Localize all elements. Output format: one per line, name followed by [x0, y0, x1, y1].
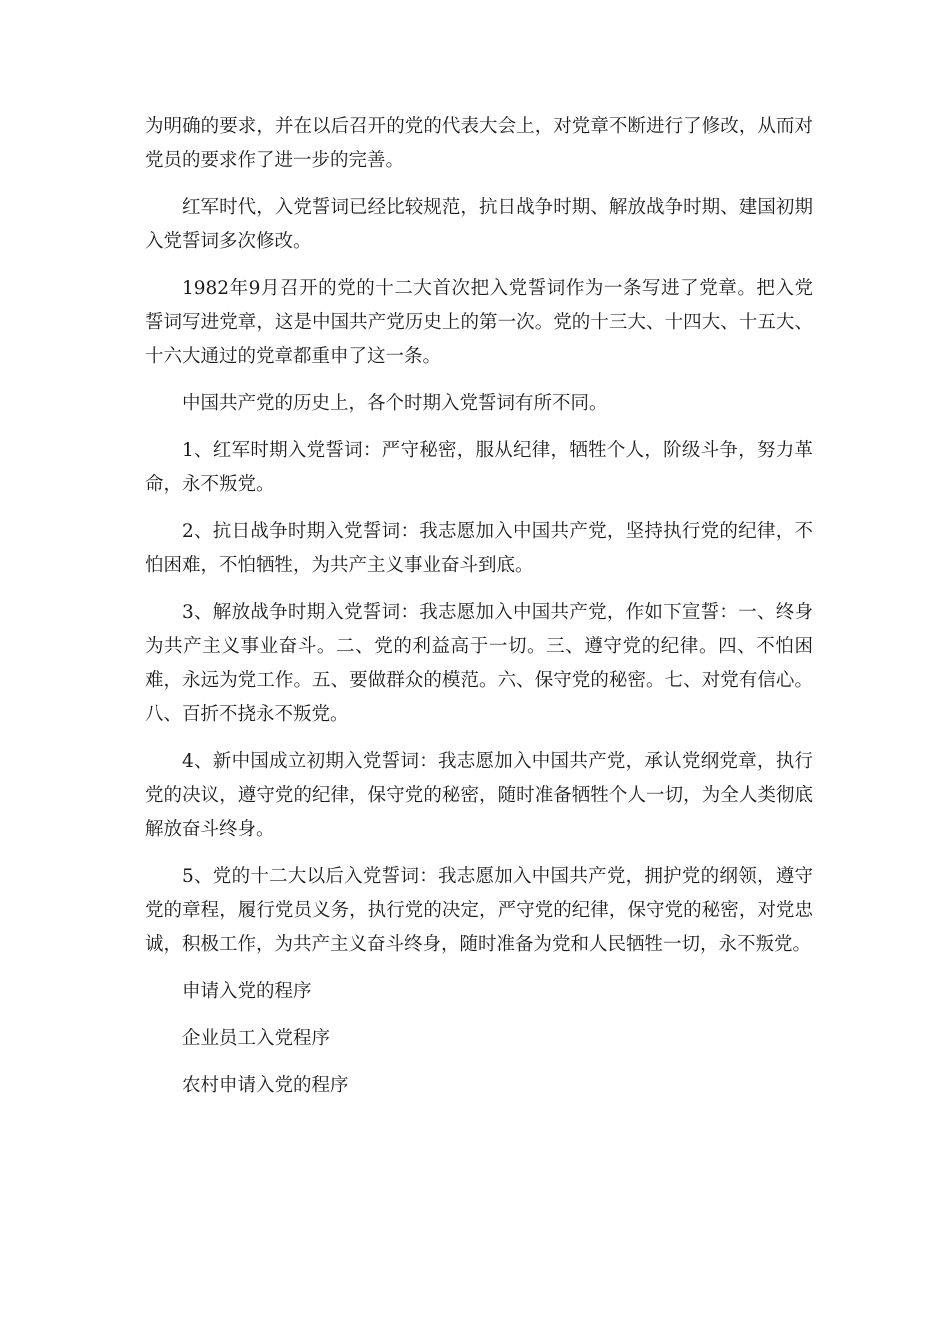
paragraph-history-summary: 中国共产党的历史上，各个时期入党誓词有所不同。	[182, 393, 608, 414]
paragraph-red-army-era: 红军时代，入党誓词已经比较规范，抗日战争时期、解放战争时期、建国初期入党誓词多次修改。	[145, 197, 813, 252]
document-body	[145, 110, 813, 1116]
paragraph-oath-red-army: 1、红军时期入党誓词：严守秘密，服从纪律，牺牲个人，阶级斗争，努力革命，永不叛党。	[145, 440, 813, 495]
paragraph-oath-anti-japanese: 2、抗日战争时期入党誓词：我志愿加入中国共产党，坚持执行党的纪律，不怕困难，不怕牺牲，为共产主义事业奋斗到底。	[145, 521, 813, 576]
paragraph-intro-continuation: 为明确的要求，并在以后召开的党的代表大会上，对党章不断进行了修改，从而对党员的要求作了进一步的完善。	[145, 116, 813, 171]
paragraph-oath-post-twelfth: 5、党的十二大以后入党誓词：我志愿加入中国共产党，拥护党的纲领，遵守党的章程，履行党员义务，执行党的决定，严守党的纪律，保守党的秘密，对党忠诚，积极工作，为共产主义奋斗终身，随时准备为党和人民牺牲一切，永不叛党。	[145, 866, 813, 955]
link-line-employee-procedure: 企业员工入党程序	[182, 1028, 331, 1049]
paragraph-oath-liberation-war: 3、解放战争时期入党誓词：我志愿加入中国共产党，作如下宣誓：一、终身为共产主义事业奋斗。二、党的利益高于一切。三、遵守党的纪律。四、不怕困难，永远为党工作。五、要做群众的模范。六、保守党的秘密。七、对党有信心。八、百折不挠永不叛党。	[145, 602, 813, 725]
paragraph-twelfth-congress: 1982年9月召开的党的十二大首次把入党誓词作为一条写进了党章。把入党誓词写进党章，这是中国共产党历史上的第一次。党的十三大、十四大、十五大、十六大通过的党章都重申了这一条。	[145, 278, 813, 367]
link-line-application-procedure: 申请入党的程序	[182, 981, 312, 1002]
link-line-rural-procedure: 农村申请入党的程序	[182, 1075, 349, 1096]
paragraph-oath-new-china: 4、新中国成立初期入党誓词：我志愿加入中国共产党，承认党纲党章，执行党的决议，遵守党的纪律，保守党的秘密，随时准备牺牲个人一切，为全人类彻底解放奋斗终身。	[145, 751, 813, 840]
